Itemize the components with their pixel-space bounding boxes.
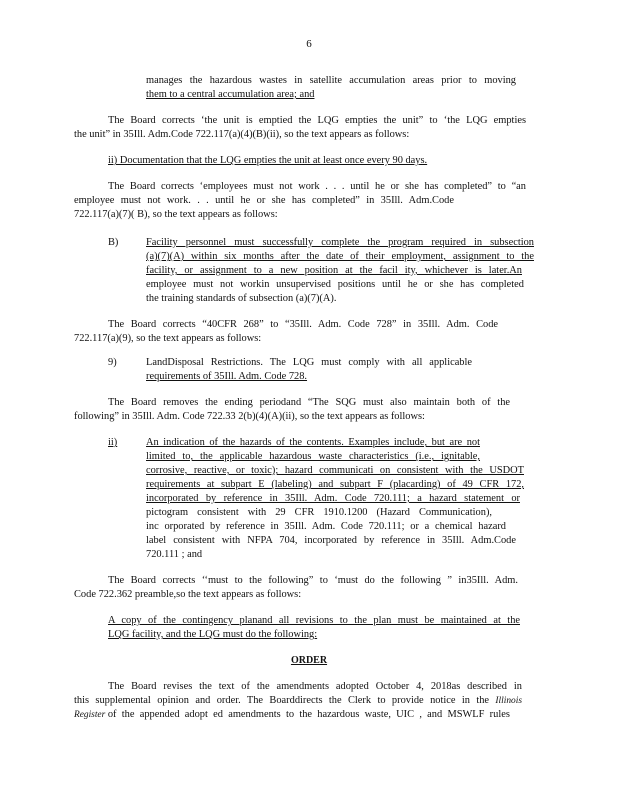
text-line: requirements of 35Ill. Adm. Code 728.: [146, 371, 308, 382]
text-line: facility, or assignment to a new position at the facil ity, whichever is later.An: [146, 265, 522, 276]
text-line: corrosive, reactive, or toxic); hazard communicati on consistent with the USDOT: [146, 465, 524, 476]
register-italic: Register: [74, 710, 106, 720]
page-number: 6: [306, 38, 312, 50]
text-line: following” in 35Ill. Adm. Code 722.33 2(b)(4)(A)(ii), so the text appears as follows:: [74, 411, 425, 422]
illinois-italic: Illinois: [495, 696, 522, 706]
text-line: 720.111 ; and: [146, 549, 203, 560]
text-line: The Board corrects ‘the unit is emptied the LQG empties the unit” to ‘the LQG empties: [108, 115, 526, 126]
text-line: LandDisposal Restrictions. The LQG must comply with all applicable: [146, 357, 472, 368]
list-label: 9): [108, 357, 117, 368]
text-line: The Board corrects “40CFR 268” to “35Ill. Adm. Code 728” in 35Ill. Adm. Code: [108, 319, 498, 330]
text-line: incorporated by reference in 35Ill. Adm. Code 720.111; a hazard statement or: [146, 493, 520, 504]
order-heading: ORDER: [290, 655, 328, 666]
text-line: The Board revises the text of the amendments adopted October 4, 2018as described in: [108, 681, 522, 692]
text-line: limited to, the applicable hazardous waste characteristics (i.e., ignitable,: [146, 451, 480, 462]
text-line: The Board corrects ‘‘must to the following” to ‘must do the following ” in35Ill. Adm.: [108, 575, 518, 586]
list-label: B): [108, 237, 119, 248]
text-line: Facility personnel must successfully complete the program required in subsection: [146, 237, 534, 248]
text-line: the unit” in 35Ill. Adm.Code 722.117(a)(4)(B)(ii), so the text appears as follows:: [74, 129, 410, 140]
text-line: manages the hazardous wastes in satellite accumulation areas prior to moving: [146, 75, 516, 86]
text-line: The Board corrects ‘employees must not work . . . until he or she has completed” to “an: [108, 181, 526, 192]
text-line: Code 722.362 preamble,so the text appears as follows:: [74, 589, 302, 600]
text-line: The Board removes the ending periodand “The SQG must also maintain both of the: [108, 397, 510, 408]
text-line: label consistent with NFPA 704, incorporated by reference in 35Ill. Adm.Code: [146, 535, 516, 546]
text-line: [74, 708, 510, 722]
text-line: ii) Documentation that the LQG empties the unit at least once every 90 days.: [108, 155, 428, 166]
text-line: [74, 694, 522, 708]
text-line: 722.117(a)(9), so the text appears as follows:: [74, 333, 262, 344]
text-line: employee must not work. . . until he or she has completed” in 35Ill. Adm.Code: [74, 195, 454, 206]
text-segment: of the appended adopt ed amendments to the hazardous waste, UIC , and MSWLF rules: [107, 709, 510, 720]
text-line: them to a central accumulation area; and: [146, 89, 315, 100]
text-line: A copy of the contingency planand all revisions to the plan must be maintained at the: [108, 615, 520, 626]
text-line: pictogram consistent with 29 CFR 1910.1200 (Hazard Communication),: [146, 507, 492, 518]
text-line: requirements at subpart E (labeling) and subpart F (placarding) of 49 CFR 172,: [146, 479, 524, 490]
text-line: (a)(7)(A) within six months after the date of their employment, assignment to the: [146, 251, 534, 262]
text-line: inc orporated by reference in 35Ill. Adm. Code 720.111; or a chemical hazard: [146, 521, 506, 532]
text-line: An indication of the hazards of the contents. Examples include, but are not: [146, 437, 480, 448]
list-label: ii): [108, 437, 118, 448]
text-line: employee must not workin unsupervised positions until he or she has completed: [146, 279, 524, 290]
text-segment: this supplemental opinion and order. The Boarddirects the Clerk to provide notice in the: [74, 695, 490, 706]
text-line: 722.117(a)(7)( B), so the text appears as follows:: [74, 209, 278, 220]
text-line: the training standards of subsection (a)(7)(A).: [146, 293, 337, 304]
text-line: LQG facility, and the LQG must do the following:: [108, 629, 318, 640]
